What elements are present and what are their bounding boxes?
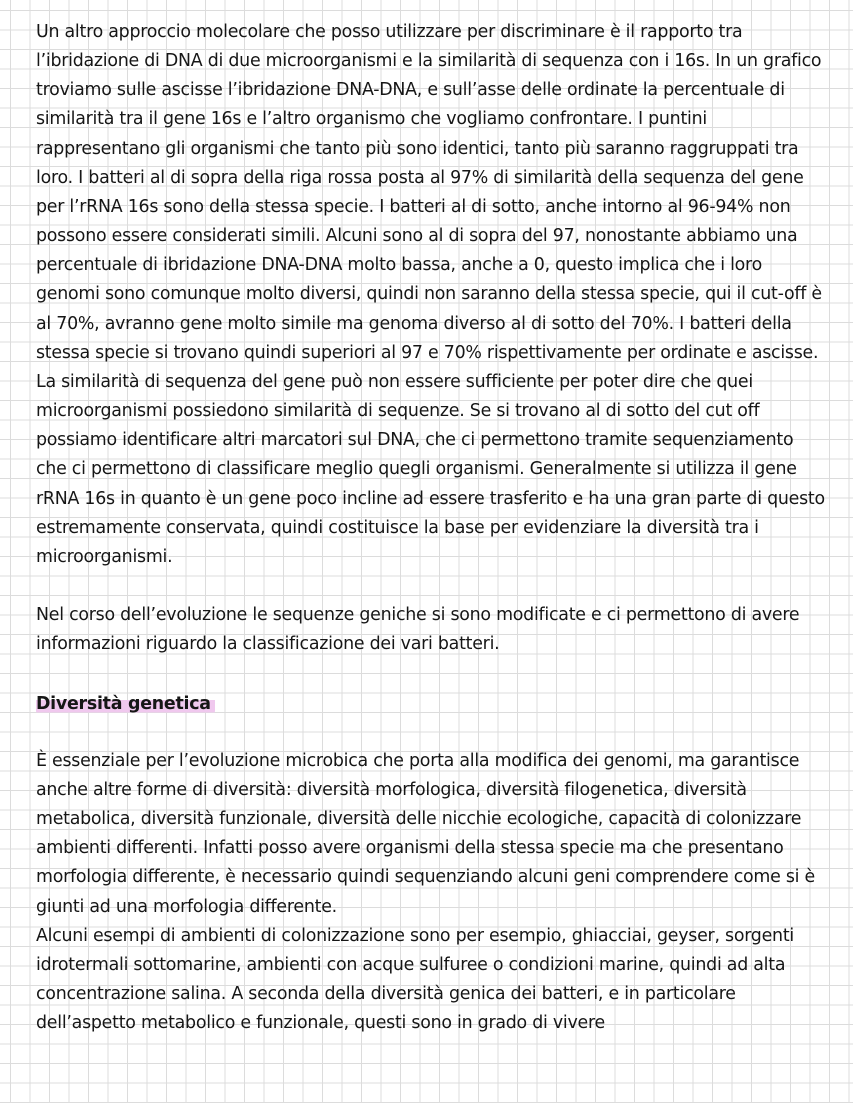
paragraph-evolution: Nel corso dell’evoluzione le sequenze geniche si sono modificate e ci permettono di avere informazioni riguardo la classificazione dei vari batteri. bbox=[36, 605, 800, 655]
heading-diversita-genetica: Diversità genetica bbox=[36, 694, 215, 714]
paragraph-spacer bbox=[36, 572, 826, 601]
paragraph-genetic-diversity: È essenziale per l’evoluzione microbica che porta alla modifica dei genomi, ma garantisce anche altre forme di diversità: diversità morfologica, diversità filogenetica, diversità metabolica, diversità funzionale, diversità delle nicchie ecologiche, capacità di colonizzare ambienti differenti. Infatti posso avere organismi della stessa specie ma che presentano morfologia differente, è necessario quindi sequenziando alcuni geni comprendere come si è giunti ad una morfologia differente. bbox=[36, 750, 815, 917]
section-heading bbox=[36, 689, 826, 718]
paragraph-colonization-environments: Alcuni esempi di ambienti di colonizzazione sono per esempio, ghiacciai, geyser, sorgenti idrotermali sottomarine, ambienti con acque sulfuree o condizioni marine, quindi ad alta concentrazione salina. A seconda della diversità genica dei batteri, e in particolare dell’aspetto metabolico e funzionale, questi sono in grado di vivere bbox=[36, 925, 794, 1034]
notes-page bbox=[36, 18, 826, 1038]
paragraph-spacer bbox=[36, 718, 826, 747]
paragraph-spacer bbox=[36, 659, 826, 688]
paragraph-similarity-hybridization: Un altro approccio molecolare che posso utilizzare per discriminare è il rapporto tra l’ibridazione di DNA di due microorganismi e la similarità di sequenza con i 16s. In un grafico troviamo sulle ascisse l’ibridazione DNA-DNA, e sull’asse delle ordinate la percentuale di similarità tra il gene 16s e l’altro organismo che vogliamo confrontare. I puntini rappresentano gli organismi che tanto più sono identici, tanto più saranno raggruppati tra loro. I batteri al di sopra della riga rossa posta al 97% di similarità della sequenza del gene per l’rRNA 16s sono della stessa specie. I batteri al di sotto, anche intorno al 96-94% non possono essere considerati simili. Alcuni sono al di sopra del 97, nonostante abbiamo una percentuale di ibridazione DNA-DNA molto bassa, anche a 0, questo implica che i loro genomi sono comunque molto diversi, quindi non saranno della stessa specie, qui il cut-off è al 70%, avranno gene molto simile ma genoma diverso al di sotto del 70%. I batteri della stessa specie si trovano quindi superiori al 97 e 70% rispettivamente per ordinate e ascisse. La similarità di sequenza del gene può non essere sufficiente per poter dire che quei microorganismi possiedono similarità di sequenze. Se si trovano al di sotto del cut off possiamo identificare altri marcatori sul DNA, che ci permettono tramite sequenziamento che ci permettono di classificare meglio quegli organismi. Generalmente si utilizza il gene rRNA 16s in quanto è un gene poco incline ad essere trasferito e ha una gran parte di questo estremamente conservata, quindi costituisce la base per evidenziare la diversità tra i microorganismi. bbox=[36, 22, 825, 567]
